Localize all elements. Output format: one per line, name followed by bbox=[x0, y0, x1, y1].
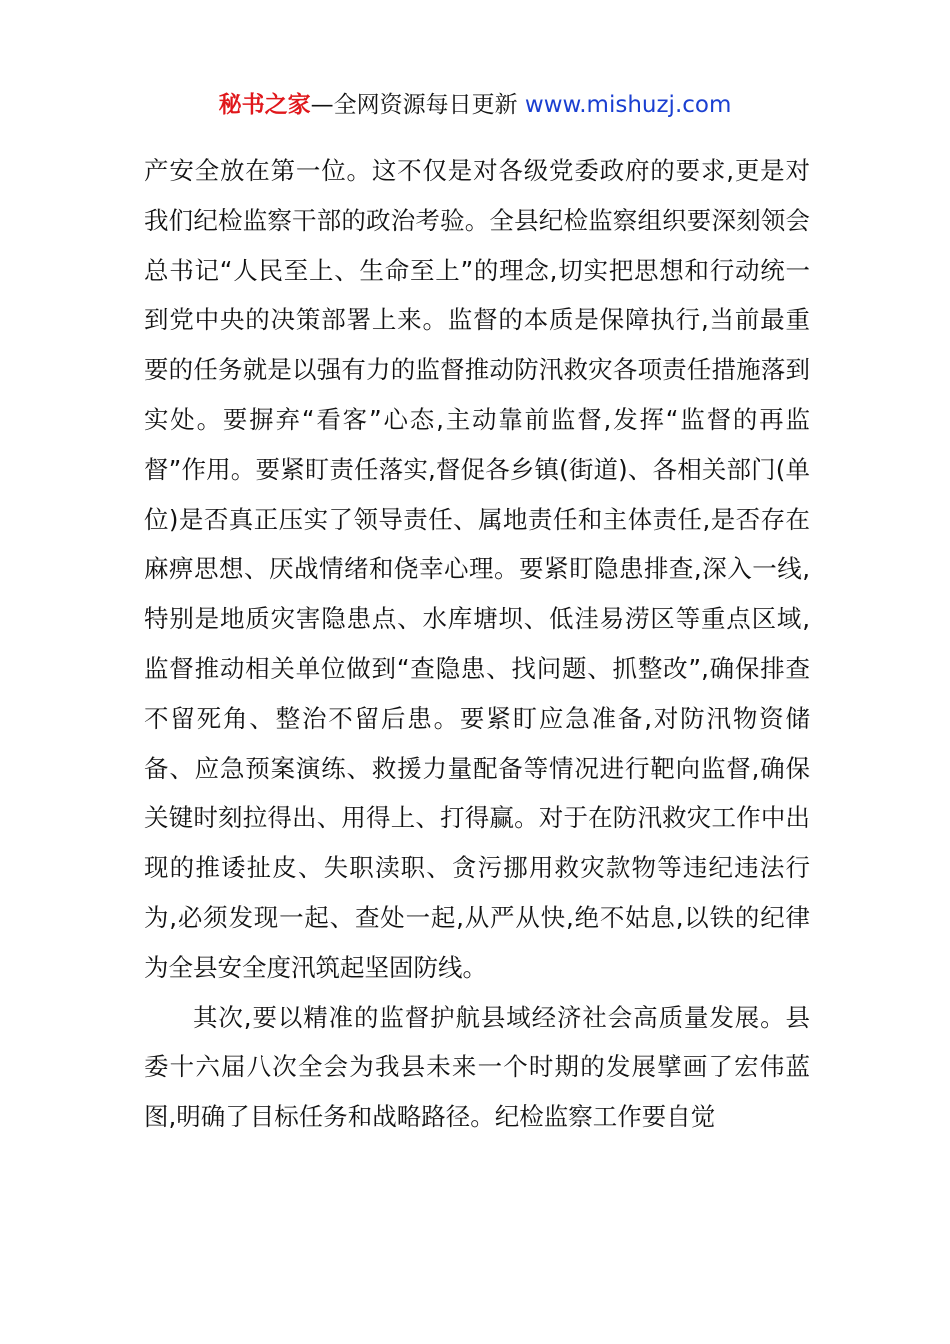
header-url-link[interactable]: www.mishuzj.com bbox=[524, 92, 732, 118]
paragraph-second-point: 其次,要以精准的监督护航县域经济社会高质量发展。县委十六届八次全会为我县未来一个时期的发展擘画了宏伟蓝图,明确了目标任务和战略路径。纪检监察工作要自觉 bbox=[144, 1002, 810, 1132]
header-tagline: —全网资源每日更新 bbox=[310, 92, 525, 118]
page-header bbox=[0, 88, 950, 122]
paragraph-continued: 产安全放在第一位。这不仅是对各级党委政府的要求,更是对我们纪检监察干部的政治考验。全县纪检监察组织要深刻领会总书记“人民至上、生命至上”的理念,切实把思想和行动统一到党中央的决策部署上来。监督的本质是保障执行,当前最重要的任务就是以强有力的监督推动防汛救灾各项责任措施落到实处。要摒弃“看客”心态,主动靠前监督,发挥“监督的再监督”作用。要紧盯责任落实,督促各乡镇(街道)、各相关部门(单位)是否真正压实了领导责任、属地责任和主体责任,是否存在麻痹思想、厌战情绪和侥幸心理。要紧盯隐患排查,深入一线,特别是地质灾害隐患点、水库塘坝、低洼易涝区等重点区域,监督推动相关单位做到“查隐患、找问题、抓整改”,确保排查不留死角、整治不留后患。要紧盯应急准备,对防汛物资储备、应急预案演练、救援力量配备等情况进行靶向监督,确保关键时刻拉得出、用得上、打得赢。对于在防汛救灾工作中出现的推诿扯皮、失职渎职、贪污挪用救灾款物等违纪违法行为,必须发现一起、查处一起,从严从快,绝不姑息,以铁的纪律为全县安全度汛筑起坚固防线。 bbox=[144, 156, 810, 982]
header-brand: 秘书之家 bbox=[218, 92, 311, 118]
document-body bbox=[144, 146, 810, 1142]
